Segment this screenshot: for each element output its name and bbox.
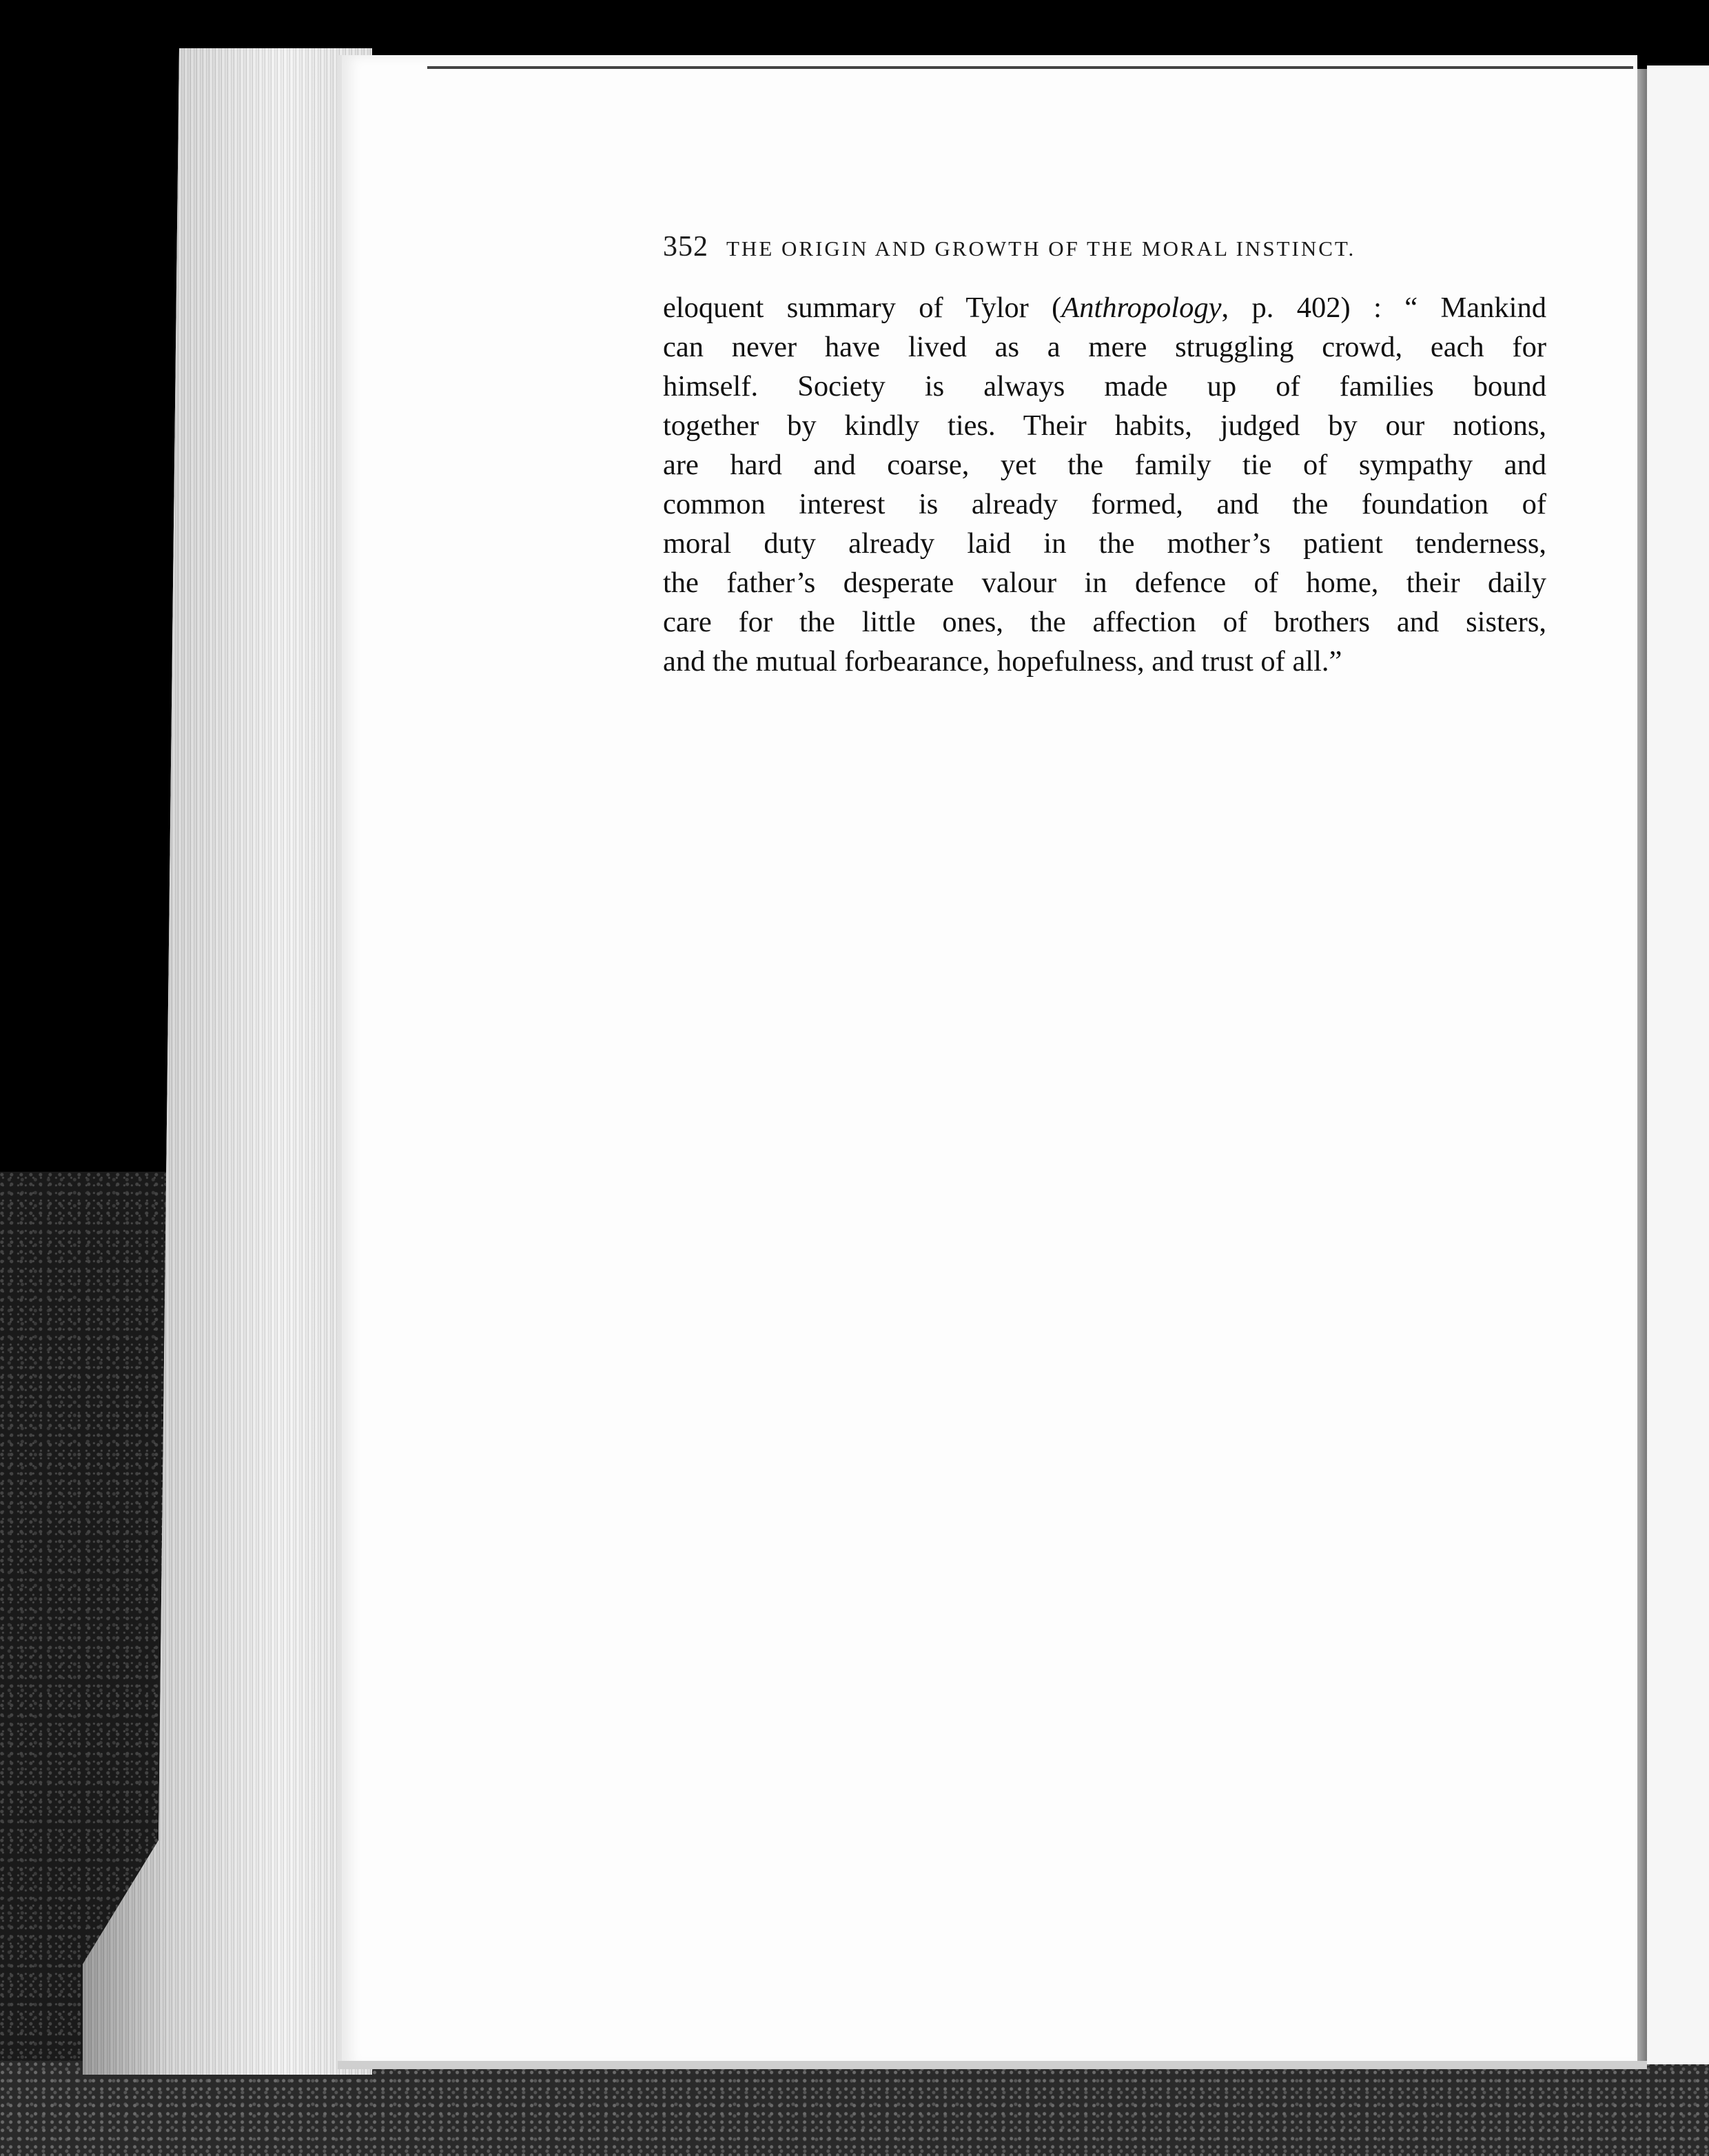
text-line: care for the little ones, the affection of brothers and sisters, xyxy=(663,606,1546,638)
text-line: common interest is already formed, and the foundation of xyxy=(663,488,1546,520)
body-paragraph xyxy=(663,288,1546,681)
text-line: himself. Society is always made up of families bound xyxy=(663,370,1546,403)
text-line: can never have lived as a mere struggling crowd, each for xyxy=(663,331,1546,363)
page-bottom-edge xyxy=(338,2061,1647,2069)
page-top-edge xyxy=(427,66,1633,69)
text-line: are hard and coarse, yet the family tie of sympathy and xyxy=(663,449,1546,481)
running-head xyxy=(663,230,1517,265)
text-line: the father’s desperate valour in defence of home, their daily xyxy=(663,567,1546,599)
text-line-start: eloquent summary of Tylor ( xyxy=(663,292,1062,324)
text-line: moral duty already laid in the mother’s patient tenderness, xyxy=(663,527,1546,560)
text-line: together by kindly ties. Their habits, judged by our notions, xyxy=(663,409,1546,442)
running-head-title: THE ORIGIN AND GROWTH OF THE MORAL INSTINCT. xyxy=(726,236,1356,261)
text-line xyxy=(663,288,1546,327)
text-line: and the mutual forbearance, hopefulness, and trust of all.” xyxy=(663,645,1342,678)
text-line-end: , p. 402) : “ Mankind xyxy=(1221,292,1546,324)
adjacent-page xyxy=(1647,65,1709,2064)
desk-edge xyxy=(0,2061,1709,2156)
page-number: 352 xyxy=(663,231,708,263)
italic-title: Anthropology xyxy=(1061,292,1222,324)
